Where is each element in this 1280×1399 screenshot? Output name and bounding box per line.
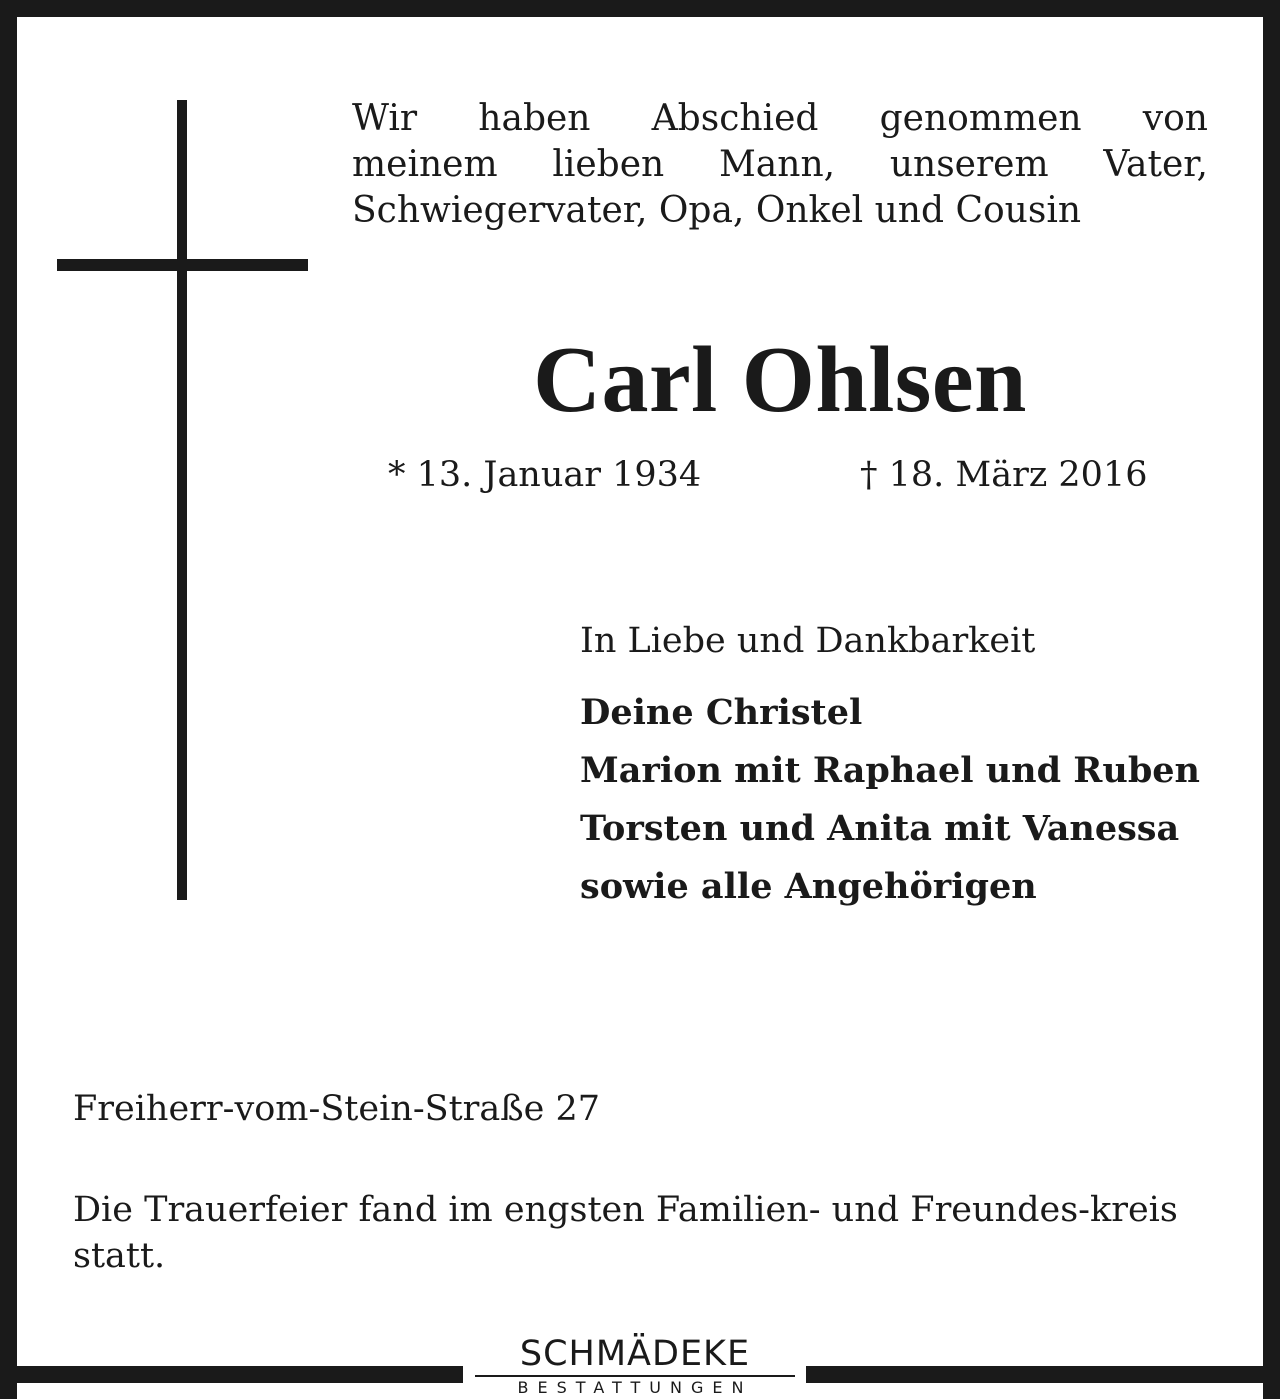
intro-line: Wir haben Abschied genommen von: [352, 98, 1208, 139]
cross-vertical-beam: [177, 100, 187, 900]
signature-line: sowie alle Angehörigen: [580, 866, 1037, 907]
death-date: † 18. März 2016: [860, 455, 1148, 495]
frame-left-border: [0, 0, 17, 1399]
signature-line: Deine Christel: [580, 692, 863, 733]
frame-right-border: [1263, 0, 1280, 1399]
frame-bottom-border-left: [0, 1366, 463, 1383]
closing-phrase: In Liebe und Dankbarkeit: [580, 621, 1036, 661]
funeral-home-logo: [475, 1334, 795, 1399]
birth-date: * 13. Januar 1934: [388, 455, 702, 495]
ceremony-note: Die Trauerfeier fand im engsten Familien- und Freundes-kreis statt.: [73, 1190, 1178, 1276]
logo-name: SCHMÄDEKE: [519, 1334, 751, 1374]
logo-subtitle: BESTATTUNGEN: [517, 1378, 753, 1397]
frame-bottom-border-right: [806, 1366, 1280, 1383]
intro-line: Schwiegervater, Opa, Onkel und Cousin: [352, 190, 1082, 231]
intro-line: meinem lieben Mann, unserem Vater,: [352, 144, 1208, 185]
signature-list: [580, 684, 1200, 916]
intro-text: [352, 96, 1208, 234]
signature-line: Torsten und Anita mit Vanessa: [580, 808, 1180, 849]
address: Freiherr-vom-Stein-Straße 27: [73, 1089, 601, 1129]
logo-divider: [475, 1375, 795, 1377]
signature-line: Marion mit Raphael und Ruben: [580, 750, 1201, 791]
frame-top-border: [0, 0, 1280, 17]
cross-horizontal-beam: [57, 259, 308, 271]
deceased-name: Carl Ohlsen: [533, 328, 1027, 432]
